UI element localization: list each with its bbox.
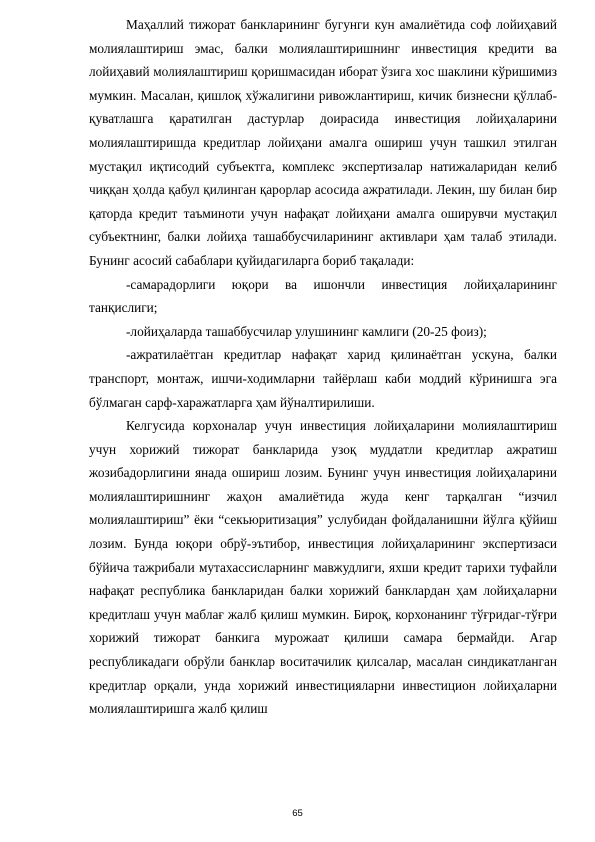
list-item-initiator-share: -лойиҳаларда ташаббусчилар улушининг камлиги (20-25 фоиз); [126,323,487,339]
paragraph-intro: Маҳаллий тижорат банкларининг бугунги кун амалиётида соф лойиҳавий молиялаштириш эмас, балки молиялаштиришнинг инвестиция кредити ва лойиҳавий молиялаштириш қоришмасидан иборат ўзига хос шаклини кўришимиз мумкин. Масалан, қишлоқ хўжалигини ривожлантириш, кичик бизнесни қўллаб-қуватлашга қаратилган дастурлар доирасида инвестиция лойиҳаларини молиялаштиришда кредитлар лойиҳани амалга ошириш учун ташкил этилган мустақил иқтисодий субъектга, комплекс экспертизалар натижаларидан келиб чиққан ҳолда қабул қилинган қарорлар асосида ажратилади. Лекин, шу билан бир қаторда кредит таъминоти учун нафақат лойиҳани амалга оширувчи мустақил субъектнинг, балки лойиҳа ташаббусчиларининг активлари ҳам талаб этилади. Бунинг асосий сабаблари қуйидагиларга бориб тақалади: [89,17,557,268]
page-body [89,13,557,721]
list-item-efficiency-shortage: -самарадорлиги юқори ва ишончли инвестиция лойиҳаларининг танқислиги; [89,276,557,316]
list-item-nonmaterial-costs: -ажратилаётган кредитлар нафақат харид қилинаётган ускуна, балки транспорт, монтаж, ишчи-ходимларни тайёрлаш каби моддий кўринишга эга бўлмаган сарф-харажатларга ҳам йўналтирилиши. [89,347,557,410]
paragraph-future-recommendations: Келгусида корхоналар учун инвестиция лойиҳаларини молиялаштириш учун хорижий тижорат банкларида узоқ муддатли кредитлар ажратиш жозибадорлигини янада ошириш лозим. Бунинг учун инвестиция лойиҳаларини молиялаштиришнинг жаҳон амалиётида жуда кенг тарқалган “изчил молиялаштириш” ёки “секьюритизация” услубидан фойдаланишни йўлга қўйиш лозим. Бунда юқори обрў-эътибор, инвестиция лойиҳаларининг экспертизаси бўйича тажрибали мутахассисларнинг мавжудлиги, яхши кредит тарихи туфайли нафақат республика банкларидан балки хорижий банклардан ҳам лойиҳаларни кредитлаш учун маблағ жалб қилиш мумкин. Бироқ, корхонанинг тўғридаг-тўғри хорижий тижорат банкига мурожаат қилиши самара бермайди. Агар республикадаги обрўли банклар воситачилик қилсалар, масалан синдикатланган кредитлар орқали, унда хорижий инвестицияларни инвестицион лойиҳаларни молиялаштиришга жалб қилиш [89,418,557,717]
page-number: 65 [292,808,303,819]
